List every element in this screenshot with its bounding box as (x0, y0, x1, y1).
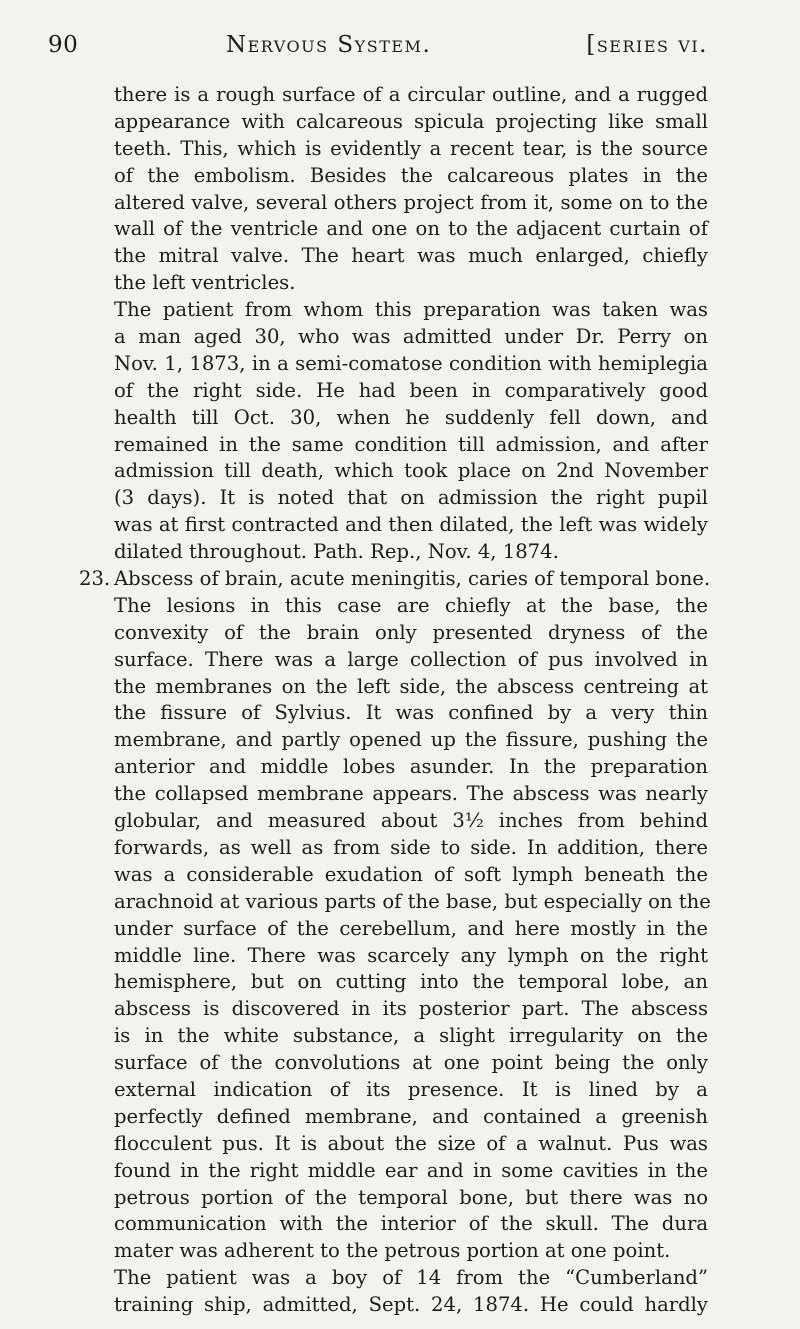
text-line (114, 539, 708, 566)
line-text: of the embolism. Besides the calcareous plates in the (114, 163, 708, 187)
text-line (114, 674, 708, 701)
line-text: a man aged 30, who was admitted under Dr. Perry on (114, 325, 708, 349)
line-text: Nov. 1, 1873, in a semi-comatose condition with hemiplegia (114, 351, 708, 375)
line-text: health till Oct. 30, when he suddenly fell down, and (114, 405, 708, 429)
text-line (114, 889, 711, 916)
line-text: The lesions in this case are chiefly at the base, the (114, 593, 708, 617)
text-line (114, 163, 708, 190)
text-line (114, 405, 708, 432)
line-text: the collapsed membrane appears. The abscess was nearly (114, 782, 708, 806)
line-text: is in the white substance, a slight irregularity on the (114, 1024, 708, 1048)
line-text: perfectly defined membrane, and contained a greenish (114, 1104, 708, 1128)
line-text: forwards, as well as from side to side. In addition, there (114, 835, 708, 859)
line-text: surface of the convolutions at one point being the only (114, 1051, 708, 1075)
text-line (114, 1023, 708, 1050)
text-line (114, 324, 708, 351)
text-line (114, 243, 708, 270)
line-text: arachnoid at various parts of the base, but especially on the (114, 889, 711, 913)
line-text: the mitral valve. The heart was much enlarged, chiefly (114, 244, 708, 268)
text-line (114, 808, 708, 835)
text-line (114, 297, 708, 324)
line-text: anterior and middle lobes asunder. In the preparation (114, 755, 708, 779)
text-line (114, 512, 708, 539)
text-line (114, 700, 708, 727)
text-line (114, 1131, 708, 1158)
line-text: external indication of its presence. It is lined by a (114, 1077, 708, 1101)
running-header (48, 28, 708, 60)
text-line (114, 969, 708, 996)
text-line (114, 1185, 708, 1212)
text-line (114, 1211, 708, 1238)
text-line (114, 835, 708, 862)
line-text: the left ventricles. (114, 271, 296, 295)
line-text: The patient was a boy of 14 from the “Cumberland” (114, 1266, 708, 1290)
text-line (114, 109, 708, 136)
line-text: flocculent pus. It is about the size of a walnut. Pus was (114, 1131, 708, 1155)
entry-number: 23. (79, 567, 111, 591)
text-line (114, 432, 708, 459)
text-line (114, 458, 708, 485)
line-text: hemisphere, but on cutting into the temporal lobe, an (114, 970, 708, 994)
text-line (114, 378, 708, 405)
text-line (114, 862, 708, 889)
line-text: petrous portion of the temporal bone, but there was no (114, 1185, 708, 1209)
text-line (114, 216, 708, 243)
line-text: remained in the same condition till admission, and after (114, 432, 708, 456)
text-line (114, 485, 708, 512)
text-line (114, 82, 708, 109)
line-text: training ship, admitted, Sept. 24, 1874. He could hardly (114, 1293, 708, 1317)
series-label: [series vi. (586, 32, 708, 58)
line-text: under surface of the cerebellum, and here mostly in the (114, 916, 708, 940)
line-text: (3 days). It is noted that on admission the right pupil (114, 486, 708, 510)
text-line (114, 916, 708, 943)
line-text: dilated throughout. Path. Rep., Nov. 4, 1874. (114, 540, 559, 564)
text-line (114, 754, 708, 781)
text-line (114, 1292, 708, 1319)
text-line (114, 1238, 708, 1265)
text-line (114, 351, 708, 378)
line-text: convexity of the brain only presented dryness of the (114, 620, 708, 644)
running-title: Nervous System. (226, 32, 432, 58)
text-line (114, 190, 708, 217)
line-text: admission till death, which took place on 2nd November (114, 459, 708, 483)
text-line (114, 270, 708, 297)
line-text: the fissure of Sylvius. It was confined by a very thin (114, 701, 708, 725)
line-text: of the right side. He had been in comparatively good (114, 378, 708, 402)
line-text: communication with the interior of the skull. The dura (114, 1212, 708, 1236)
line-text: found in the right middle ear and in some cavities in the (114, 1158, 708, 1182)
text-line (114, 593, 708, 620)
line-text: there is a rough surface of a circular outline, and a rugged (114, 83, 708, 106)
line-text: wall of the ventricle and one on to the adjacent curtain of (114, 217, 708, 241)
text-line (114, 1104, 708, 1131)
page-number: 90 (48, 32, 79, 58)
line-text: was a considerable exudation of soft lymph beneath the (114, 862, 708, 886)
line-text: appearance with calcareous spicula projecting like small (114, 109, 708, 133)
line-text: the membranes on the left side, the abscess centreing at (114, 674, 708, 698)
line-text: The patient from whom this preparation was taken was (114, 298, 708, 322)
line-text: abscess is discovered in its posterior part. The abscess (114, 997, 708, 1021)
line-text: middle line. There was scarcely any lymph on the right (114, 943, 708, 967)
line-text: altered valve, several others project from it, some on to the (114, 190, 708, 214)
text-line (114, 781, 708, 808)
line-text: membrane, and partly opened up the fissure, pushing the (114, 728, 708, 752)
text-line (114, 1050, 708, 1077)
text-line (114, 620, 708, 647)
text-line (114, 1265, 708, 1292)
line-text: Abscess of brain, acute meningitis, caries of temporal bone. (114, 567, 711, 591)
line-text: mater was adherent to the petrous portion at one point. (114, 1239, 671, 1263)
body-text (79, 82, 711, 1319)
text-line (114, 647, 708, 674)
text-line (114, 943, 708, 970)
text-line (114, 996, 708, 1023)
line-text: globular, and measured about 3½ inches from behind (114, 809, 708, 833)
line-text: teeth. This, which is evidently a recent tear, is the source (114, 136, 708, 160)
line-text: surface. There was a large collection of pus involved in (114, 647, 708, 671)
text-line (79, 566, 711, 593)
text-line (114, 1077, 708, 1104)
text-line (114, 136, 708, 163)
line-text: was at first contracted and then dilated, the left was widely (114, 513, 708, 537)
text-line (114, 1158, 708, 1185)
text-line (114, 727, 708, 754)
